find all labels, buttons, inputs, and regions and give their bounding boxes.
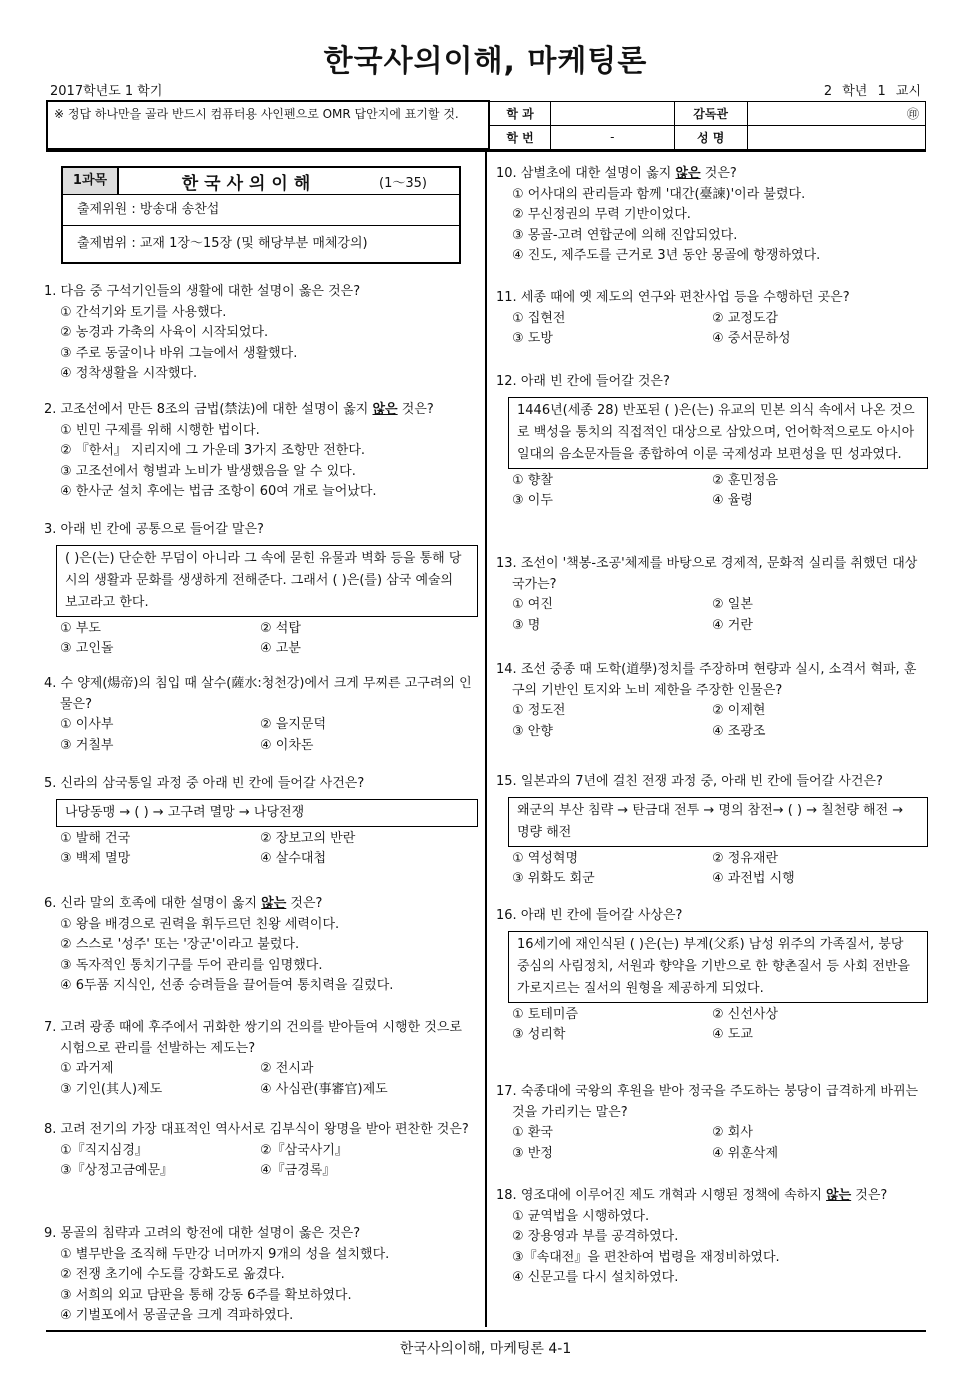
proctor-seal[interactable]: ㊞ bbox=[747, 101, 925, 125]
question-stem: 조선 중종 때 도학(道學)정치를 주장하며 현량과 실시, 소격서 혁파, 훈구의 기반인 토지와 노비 제한을 주장한 인물은? bbox=[512, 662, 917, 698]
question-4 bbox=[44, 674, 478, 756]
answer-option[interactable]: ④ 이차돈 bbox=[260, 737, 314, 753]
question-stem: 신라의 삼국통일 과정 중 아래 빈 칸에 들어갈 사건은? bbox=[60, 776, 365, 791]
question-8 bbox=[44, 1120, 478, 1182]
answer-option[interactable]: ④ 과전법 시행 bbox=[712, 871, 795, 886]
question-5 bbox=[44, 774, 478, 870]
question-reference-box: 나당동맹 → ( ) → 고구려 멸망 → 나당전쟁 bbox=[56, 799, 478, 827]
answer-option[interactable]: ② 농경과 가축의 사육이 시작되었다. bbox=[60, 325, 269, 340]
subject-range: (1～35) bbox=[379, 175, 427, 191]
subject-box bbox=[61, 166, 461, 264]
question-15 bbox=[496, 772, 928, 890]
answer-option[interactable]: ④ 도교 bbox=[712, 1027, 753, 1042]
answer-option[interactable]: ② 전쟁 초기에 수도를 강화도로 옮겼다. bbox=[60, 1267, 285, 1282]
question-number: 13. bbox=[496, 556, 517, 571]
question-13 bbox=[496, 554, 928, 636]
question-stem: 수 양제(煬帝)의 침입 때 살수(薩水:청천강)에서 크게 무찌른 고구려의 인물은? bbox=[60, 676, 472, 712]
answer-options bbox=[496, 1123, 928, 1164]
subject-name: 한국사의이해 bbox=[181, 173, 317, 194]
question-reference-box: 1446년(세종 28) 반포된 ( )은(는) 유교의 민본 의식 속에서 나온 것으로 백성을 통치의 직접적인 대상으로 삼았으며, 언어학적으로도 아시아 일대의 음소문자들을 종합하여 이룬 국제성과 보편성을 띤 성과였다. bbox=[508, 397, 928, 469]
question-number: 4. bbox=[44, 676, 57, 691]
question-text bbox=[44, 674, 478, 715]
answer-option[interactable]: ② 장용영과 부를 공격하였다. bbox=[512, 1229, 679, 1244]
column-divider bbox=[485, 152, 487, 1327]
answer-options bbox=[496, 1207, 928, 1289]
question-number: 3. bbox=[44, 522, 57, 537]
question-18 bbox=[496, 1186, 928, 1289]
answer-options bbox=[496, 701, 928, 742]
answer-option[interactable]: ④ 거란 bbox=[712, 617, 753, 633]
question-number: 11. bbox=[496, 290, 517, 305]
answer-option[interactable]: ③ 거칠부 bbox=[60, 737, 114, 753]
question-text bbox=[496, 288, 928, 309]
question-text bbox=[496, 372, 928, 393]
answer-option[interactable]: ① 발해 건국 bbox=[60, 830, 131, 846]
question-number: 14. bbox=[496, 662, 517, 677]
answer-option[interactable]: ③ 기인(其人)제도 bbox=[60, 1081, 163, 1097]
answer-option[interactable]: ④ 율령 bbox=[712, 493, 753, 508]
question-3 bbox=[44, 520, 478, 660]
answer-option[interactable]: ②『삼국사기』 bbox=[260, 1142, 348, 1158]
answer-option[interactable]: ④ 조광조 bbox=[712, 723, 766, 739]
answer-option[interactable]: ① 부도 bbox=[60, 620, 101, 636]
question-text bbox=[44, 1120, 478, 1141]
answer-option[interactable]: ① 이사부 bbox=[60, 717, 114, 732]
question-stem: 조선이 '책봉-조공'체제를 바탕으로 경제적, 문화적 실리를 취했던 대상 국가는? bbox=[512, 556, 918, 592]
dept-field[interactable] bbox=[551, 101, 675, 125]
answer-options bbox=[496, 309, 928, 350]
question-stem: 신라 말의 호족에 대한 설명이 옳지 않는 것은? bbox=[60, 896, 323, 911]
answer-options bbox=[44, 1245, 478, 1327]
dept-label: 학 과 bbox=[489, 101, 551, 125]
answer-options bbox=[44, 915, 478, 997]
proctor-label: 감독관 bbox=[674, 101, 747, 125]
answer-option[interactable]: ① 과거제 bbox=[60, 1061, 114, 1076]
question-text bbox=[44, 894, 478, 915]
answer-option[interactable]: ④ 위훈삭제 bbox=[712, 1145, 779, 1161]
answer-option[interactable]: ③ 명 bbox=[512, 617, 541, 633]
question-number: 7. bbox=[44, 1020, 57, 1035]
answer-option[interactable]: ③ 위화도 회군 bbox=[512, 871, 595, 886]
question-number: 2. bbox=[44, 402, 57, 417]
answer-option[interactable]: ① 환국 bbox=[512, 1125, 553, 1140]
answer-options bbox=[496, 185, 928, 267]
answer-option[interactable]: ① 어사대의 관리들과 함께 '대간(臺諫)'이라 불렸다. bbox=[512, 186, 806, 202]
answer-option[interactable]: ① 균역법을 시행하였다. bbox=[512, 1208, 650, 1224]
question-text bbox=[496, 1186, 928, 1207]
name-label: 성 명 bbox=[674, 125, 747, 149]
question-14 bbox=[496, 660, 928, 742]
answer-option[interactable]: ② 무신정권의 무력 기반이었다. bbox=[512, 207, 691, 222]
question-6 bbox=[44, 894, 478, 997]
answer-option[interactable]: ③ 도방 bbox=[512, 331, 553, 346]
answer-option[interactable]: ① 집현전 bbox=[512, 310, 566, 326]
answer-option[interactable]: ① 역성혁명 bbox=[512, 850, 579, 866]
question-number: 6. bbox=[44, 896, 57, 911]
exam-header-table bbox=[46, 100, 926, 150]
answer-option[interactable]: ① 여진 bbox=[512, 597, 553, 612]
question-9 bbox=[44, 1224, 478, 1327]
question-number: 16. bbox=[496, 908, 517, 923]
question-text bbox=[496, 772, 928, 793]
answer-options bbox=[44, 619, 478, 660]
question-stem: 고조선에서 만든 8조의 금법(禁法)에 대한 설명이 옳지 않은 것은? bbox=[60, 402, 434, 417]
answer-option[interactable]: ④ 중서문하성 bbox=[712, 331, 791, 346]
answer-option[interactable]: ① 토테미즘 bbox=[512, 1006, 579, 1022]
answer-option[interactable]: ② 이제현 bbox=[712, 703, 766, 718]
answer-option[interactable]: ④ 신문고를 다시 설치하였다. bbox=[512, 1270, 679, 1285]
answer-options bbox=[496, 595, 928, 636]
answer-option[interactable]: ③ 서희의 외교 담판을 통해 강동 6주를 확보하였다. bbox=[60, 1287, 352, 1303]
answer-option[interactable]: ④ 한사군 설치 후에는 법금 조항이 60여 개로 늘어났다. bbox=[60, 484, 377, 499]
question-number: 1. bbox=[44, 284, 57, 299]
question-stem: 세종 때에 옛 제도의 연구와 편찬사업 등을 수행하던 곳은? bbox=[520, 290, 850, 305]
answer-option[interactable]: ①『직지심경』 bbox=[60, 1142, 148, 1158]
answer-option[interactable]: ④ 살수대첩 bbox=[260, 851, 327, 866]
answer-option[interactable]: ② 스스로 '성주' 또는 '장군'이라고 불렀다. bbox=[60, 937, 300, 952]
answer-option[interactable]: ④ 사심관(事審官)제도 bbox=[260, 1081, 388, 1097]
answer-option[interactable]: ② 훈민정음 bbox=[712, 472, 779, 488]
answer-option[interactable]: ④ 고분 bbox=[260, 641, 301, 656]
student-id-field[interactable]: - bbox=[551, 125, 675, 149]
answer-option[interactable]: ② 석탑 bbox=[260, 620, 301, 636]
answer-option[interactable]: ④ 정착생활을 시작했다. bbox=[60, 366, 198, 381]
question-stem: 고려 전기의 가장 대표적인 역사서로 김부식이 왕명을 받아 편찬한 것은? bbox=[60, 1122, 469, 1137]
question-reference-box: ( )은(는) 단순한 무덤이 아니라 그 속에 묻힌 유물과 벽화 등을 통해 당시의 생활과 문화를 생생하게 전해준다. 그래서 ( )은(를) 삼국 예술의 보고라고 한다. bbox=[56, 545, 478, 617]
question-text bbox=[44, 400, 478, 421]
question-stem: 아래 빈 칸에 들어갈 사상은? bbox=[520, 908, 683, 923]
question-2 bbox=[44, 400, 478, 503]
answer-option[interactable]: ③ 백제 멸망 bbox=[60, 851, 131, 866]
year-term: 2017학년도 1 학기 bbox=[50, 84, 163, 99]
question-number: 9. bbox=[44, 1226, 57, 1241]
answer-option[interactable]: ② 일본 bbox=[712, 597, 753, 612]
question-12 bbox=[496, 372, 928, 512]
question-11 bbox=[496, 288, 928, 350]
answer-option[interactable]: ③ 성리학 bbox=[512, 1027, 566, 1042]
question-stem: 고려 광종 때에 후주에서 귀화한 쌍기의 건의를 받아들여 시행한 것으로 시험으로 관리를 선발하는 제도는? bbox=[60, 1020, 462, 1056]
question-stem: 아래 빈 칸에 공통으로 들어갈 말은? bbox=[60, 522, 264, 537]
answer-option[interactable]: ③ 반정 bbox=[512, 1145, 553, 1161]
answer-option[interactable]: ④ 기벌포에서 몽골군을 크게 격파하였다. bbox=[60, 1308, 294, 1323]
question-1 bbox=[44, 282, 478, 385]
answer-option[interactable]: ① 왕을 배경으로 권력을 휘두르던 친왕 세력이다. bbox=[60, 916, 340, 932]
question-number: 8. bbox=[44, 1122, 57, 1137]
question-stem: 다음 중 구석기인들의 생활에 대한 설명이 옳은 것은? bbox=[60, 284, 361, 299]
question-reference-box: 16세기에 재인식된 ( )은(는) 부계(父系) 남성 위주의 가족질서, 붕당 중심의 사림정치, 서원과 향약을 기반으로 한 향촌질서 등 사회 전반을 가로지르는 질서의 원형을 제공하게 되었다. bbox=[508, 931, 928, 1003]
answer-option[interactable]: ④『금경록』 bbox=[260, 1163, 336, 1178]
answer-option[interactable]: ③『속대전』을 편찬하여 법령을 재정비하였다. bbox=[512, 1249, 780, 1265]
question-stem: 삼별초에 대한 설명이 옳지 않은 것은? bbox=[520, 166, 737, 181]
omr-notice: ※ 정답 하나만을 골라 반드시 컴퓨터용 사인펜으로 OMR 답안지에 표기할 것. bbox=[47, 101, 489, 149]
answer-options bbox=[44, 715, 478, 756]
exam-title: 한국사의이해, 마케팅론 bbox=[323, 44, 648, 79]
grade-period: 2 학년 1 교시 bbox=[823, 84, 921, 99]
answer-option[interactable]: ④ 진도, 제주도를 근거로 3년 동안 몽골에 항쟁하였다. bbox=[512, 248, 821, 263]
subject-tag: 1과목 bbox=[63, 168, 119, 194]
answer-options bbox=[496, 849, 928, 890]
question-stem: 숙종대에 국왕의 후원을 받아 정국을 주도하는 붕당이 급격하게 바뀌는 것을 가리키는 말은? bbox=[512, 1084, 919, 1120]
answer-option[interactable]: ① 향찰 bbox=[512, 472, 553, 488]
answer-option[interactable]: ① 별무반을 조직해 두만강 너머까지 9개의 성을 설치했다. bbox=[60, 1246, 390, 1262]
question-number: 17. bbox=[496, 1084, 517, 1099]
question-text bbox=[496, 554, 928, 595]
question-10 bbox=[496, 164, 928, 267]
question-number: 10. bbox=[496, 166, 517, 181]
question-number: 18. bbox=[496, 1188, 517, 1203]
answer-options bbox=[496, 1005, 928, 1046]
answer-options bbox=[44, 421, 478, 503]
answer-options bbox=[44, 303, 478, 385]
question-text bbox=[496, 906, 928, 927]
question-number: 15. bbox=[496, 774, 517, 789]
answer-option[interactable]: ④ 6두품 지식인, 선종 승려들을 끌어들여 통치력을 길렀다. bbox=[60, 978, 394, 993]
answer-option[interactable]: ③『상정고금예문』 bbox=[60, 1163, 174, 1178]
answer-option[interactable]: ③ 주로 동굴이나 바위 그늘에서 생활했다. bbox=[60, 345, 298, 361]
answer-option[interactable]: ② 회사 bbox=[712, 1125, 753, 1140]
answer-option[interactable]: ② 신선사상 bbox=[712, 1006, 779, 1022]
answer-option[interactable]: ① 간석기와 토기를 사용했다. bbox=[60, 304, 227, 320]
question-text bbox=[496, 1082, 928, 1123]
answer-option[interactable]: ③ 고조선에서 형벌과 노비가 발생했음을 알 수 있다. bbox=[60, 463, 356, 479]
question-stem: 일본과의 7년에 걸친 전쟁 과정 중, 아래 빈 칸에 들어갈 사건은? bbox=[520, 774, 883, 789]
answer-options bbox=[44, 1059, 478, 1100]
answer-options bbox=[44, 1141, 478, 1182]
question-stem: 아래 빈 칸에 들어갈 것은? bbox=[520, 374, 670, 389]
question-text bbox=[44, 1018, 478, 1059]
question-text bbox=[496, 164, 928, 185]
question-number: 5. bbox=[44, 776, 57, 791]
question-17 bbox=[496, 1082, 928, 1164]
answer-option[interactable]: ① 정도전 bbox=[512, 703, 566, 718]
answer-option[interactable]: ② 전시과 bbox=[260, 1061, 314, 1076]
name-field[interactable] bbox=[747, 125, 925, 149]
question-stem: 몽골의 침략과 고려의 항전에 대한 설명이 옳은 것은? bbox=[60, 1226, 361, 1241]
student-id-label: 학 번 bbox=[489, 125, 551, 149]
answer-option[interactable]: ③ 이두 bbox=[512, 493, 553, 508]
answer-option[interactable]: ② 『한서』 지리지에 그 가운데 3가지 조항만 전한다. bbox=[60, 443, 366, 458]
answer-option[interactable]: ③ 독자적인 통치기구를 두어 관리를 임명했다. bbox=[60, 957, 323, 973]
content-bottom-rule bbox=[46, 1330, 926, 1332]
question-text bbox=[44, 774, 478, 795]
answer-option[interactable]: ③ 몽골-고려 연합군에 의해 진압되었다. bbox=[512, 227, 738, 243]
answer-option[interactable]: ③ 고인돌 bbox=[60, 641, 114, 656]
question-text bbox=[44, 1224, 478, 1245]
question-reference-box: 왜군의 부산 침략 → 탄금대 전투 → 명의 참전→ ( ) → 칠천량 해전 → 명량 해전 bbox=[508, 797, 928, 847]
question-text bbox=[44, 282, 478, 303]
question-number: 12. bbox=[496, 374, 517, 389]
answer-option[interactable]: ② 정유재란 bbox=[712, 850, 779, 866]
answer-option[interactable]: ③ 안향 bbox=[512, 723, 553, 739]
answer-option[interactable]: ② 교정도감 bbox=[712, 310, 779, 326]
answer-option[interactable]: ① 빈민 구제를 위해 시행한 법이다. bbox=[60, 422, 260, 438]
question-text bbox=[44, 520, 478, 541]
question-7 bbox=[44, 1018, 478, 1100]
page-footer: 한국사의이해, 마케팅론 4-1 bbox=[399, 1341, 572, 1357]
question-text bbox=[496, 660, 928, 701]
subject-author: 출제위원 : 방송대 송찬섭 bbox=[63, 195, 459, 226]
answer-option[interactable]: ② 을지문덕 bbox=[260, 717, 327, 732]
answer-option[interactable]: ② 장보고의 반란 bbox=[260, 830, 356, 846]
question-16 bbox=[496, 906, 928, 1046]
subject-scope: 출제범위 : 교재 1장～15장 (및 해당부분 매체강의) bbox=[77, 236, 368, 251]
question-stem: 영조대에 이루어진 제도 개혁과 시행된 정책에 속하지 않는 것은? bbox=[520, 1188, 888, 1203]
answer-options bbox=[44, 829, 478, 870]
answer-options bbox=[496, 471, 928, 512]
